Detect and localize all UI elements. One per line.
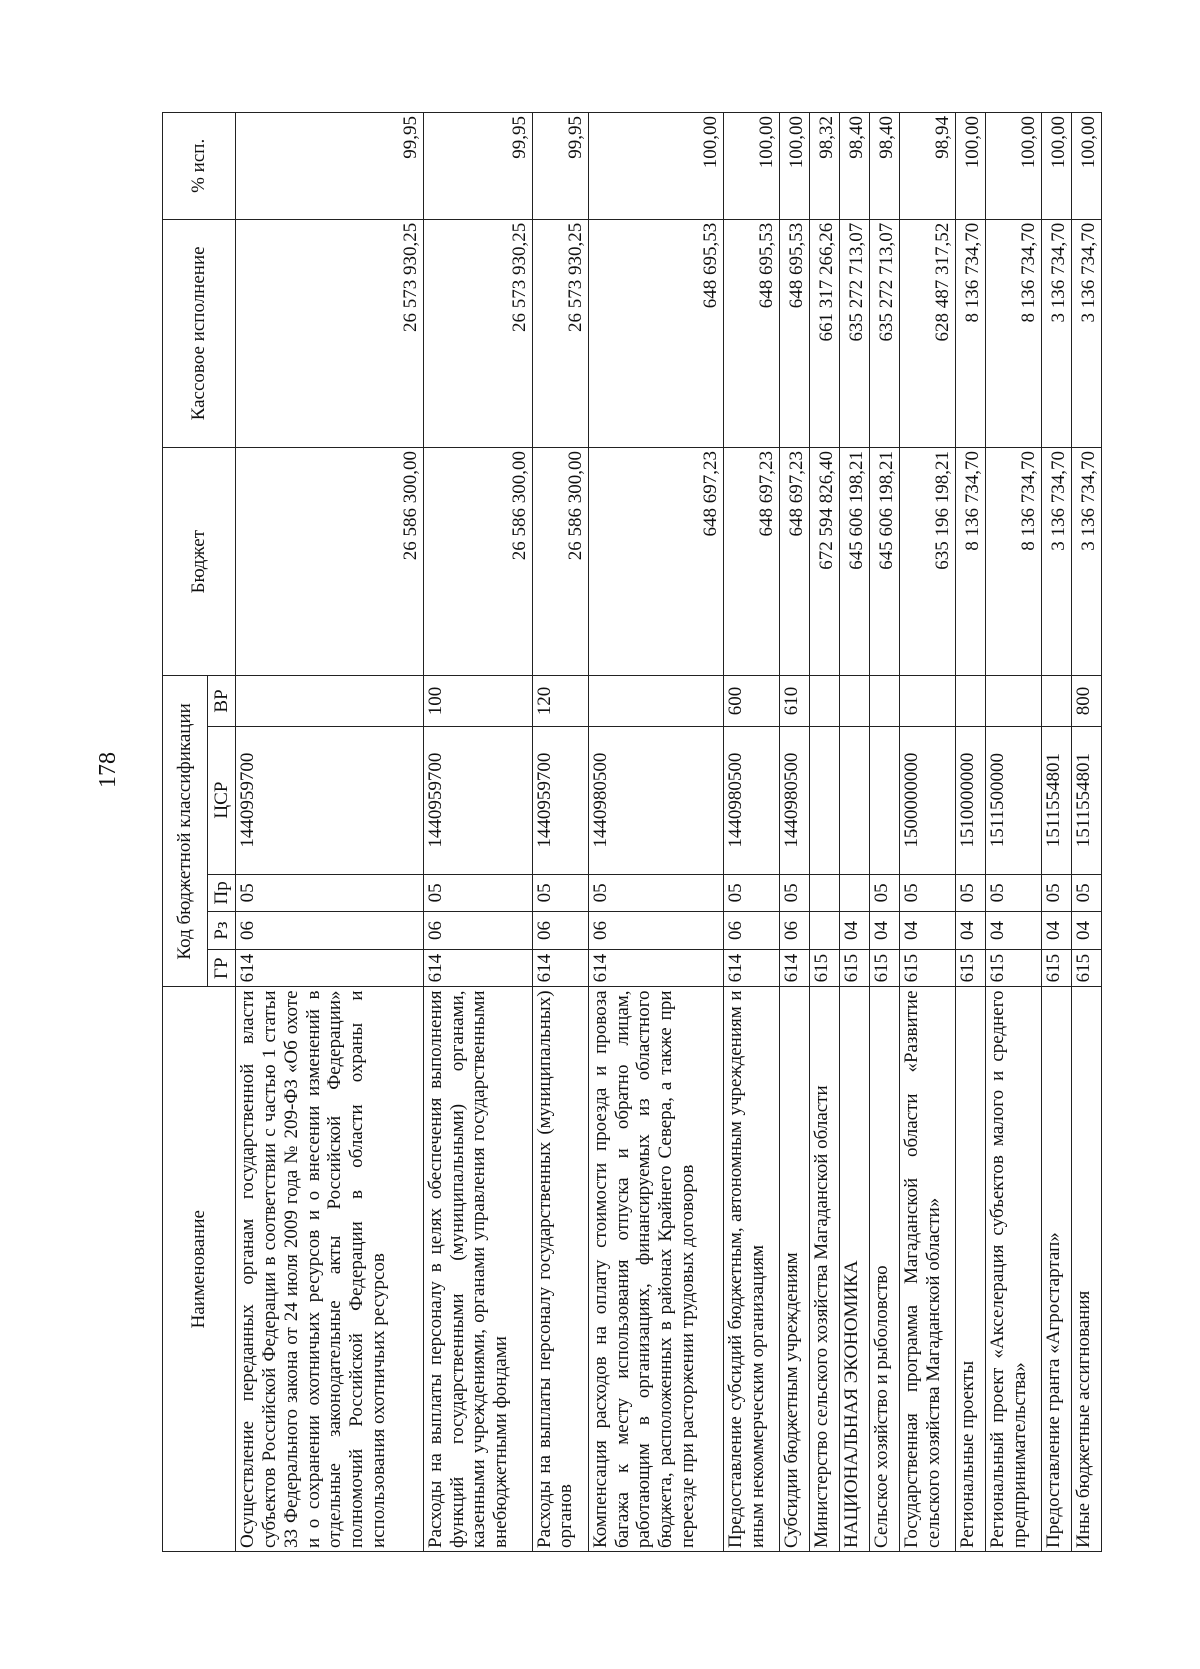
cell-gr: 615 xyxy=(985,949,1041,987)
cell-name: Министерство сельского хозяйства Магаданской области xyxy=(810,987,840,1552)
cell-name: Расходы на выплаты персоналу в целях обеспечения выполнения функций государственными (муниципальными) органами, казенными учреждениями, органами управления государственными внебюджетными фондами xyxy=(423,987,532,1552)
cell-cash: 648 695,53 xyxy=(588,219,723,447)
cell-pct: 100,00 xyxy=(985,113,1041,220)
table-row xyxy=(810,113,840,1552)
cell-gr: 615 xyxy=(839,949,869,987)
cell-vr: 800 xyxy=(1072,676,1102,726)
cell-pct: 99,95 xyxy=(423,113,532,220)
cell-pct: 100,00 xyxy=(955,113,985,220)
header-pr: Пр xyxy=(208,874,236,912)
cell-csr: 1511554801 xyxy=(1072,726,1102,874)
cell-cash: 635 272 713,07 xyxy=(869,219,899,447)
cell-gr: 615 xyxy=(869,949,899,987)
cell-cash: 26 573 930,25 xyxy=(532,219,588,447)
cell-pr: 05 xyxy=(723,874,779,912)
cell-csr: 1440959700 xyxy=(423,726,532,874)
cell-vr: 600 xyxy=(723,676,779,726)
cell-cash: 3 136 734,70 xyxy=(1072,219,1102,447)
cell-budget: 8 136 734,70 xyxy=(955,448,985,676)
cell-cash: 26 573 930,25 xyxy=(423,219,532,447)
cell-pr: 05 xyxy=(423,874,532,912)
cell-vr xyxy=(588,676,723,726)
cell-cash: 661 317 266,26 xyxy=(810,219,840,447)
cell-name: Региональный проект «Акселерация субъектов малого и среднего предпринимательства» xyxy=(985,987,1041,1552)
cell-name: Расходы на выплаты персоналу государственных (муниципальных) органов xyxy=(532,987,588,1552)
cell-pct: 99,95 xyxy=(532,113,588,220)
cell-pct: 98,40 xyxy=(869,113,899,220)
header-cash: Кассовое исполнение xyxy=(163,219,236,447)
cell-csr: 1440959700 xyxy=(236,726,424,874)
cell-pr xyxy=(839,874,869,912)
cell-rz: 04 xyxy=(1072,912,1102,950)
cell-rz xyxy=(810,912,840,950)
cell-csr: 1440959700 xyxy=(532,726,588,874)
cell-pr: 05 xyxy=(1072,874,1102,912)
cell-budget: 645 606 198,21 xyxy=(869,448,899,676)
cell-cash: 8 136 734,70 xyxy=(985,219,1041,447)
cell-vr xyxy=(899,676,955,726)
cell-pct: 100,00 xyxy=(723,113,779,220)
cell-csr: 1510000000 xyxy=(955,726,985,874)
header-budget: Бюджет xyxy=(163,448,236,676)
cell-gr: 614 xyxy=(588,949,723,987)
cell-csr: 1440980500 xyxy=(723,726,779,874)
header-name: Наименование xyxy=(163,987,236,1552)
cell-rz: 06 xyxy=(780,912,810,950)
cell-csr: 1440980500 xyxy=(780,726,810,874)
cell-pr: 05 xyxy=(985,874,1041,912)
cell-pct: 100,00 xyxy=(1042,113,1072,220)
cell-cash: 648 695,53 xyxy=(780,219,810,447)
cell-pct: 100,00 xyxy=(588,113,723,220)
cell-budget: 635 196 198,21 xyxy=(899,448,955,676)
cell-budget: 3 136 734,70 xyxy=(1042,448,1072,676)
cell-budget: 648 697,23 xyxy=(588,448,723,676)
cell-name: Сельское хозяйство и рыболовство xyxy=(869,987,899,1552)
cell-vr xyxy=(810,676,840,726)
header-pct: % исп. xyxy=(163,113,236,220)
cell-vr xyxy=(985,676,1041,726)
cell-budget: 672 594 826,40 xyxy=(810,448,840,676)
cell-cash: 3 136 734,70 xyxy=(1042,219,1072,447)
cell-vr xyxy=(955,676,985,726)
cell-vr: 610 xyxy=(780,676,810,726)
table-row xyxy=(839,113,869,1552)
table-row xyxy=(869,113,899,1552)
table-body xyxy=(236,113,1102,1552)
cell-gr: 614 xyxy=(236,949,424,987)
cell-csr xyxy=(839,726,869,874)
cell-name: Компенсация расходов на оплату стоимости проезда и провоза багажа к месту использования отпуска и обратно лицам, работающим в организациях, финансируемых из областного бюджета, расположенных в районах Крайнего Севера, а также при переезде при расторжении трудовых договоров xyxy=(588,987,723,1552)
table-row xyxy=(1042,113,1072,1552)
cell-pr: 05 xyxy=(1042,874,1072,912)
cell-rz: 06 xyxy=(723,912,779,950)
cell-gr: 614 xyxy=(780,949,810,987)
cell-rz: 04 xyxy=(1042,912,1072,950)
cell-pr: 05 xyxy=(780,874,810,912)
cell-name: Региональные проекты xyxy=(955,987,985,1552)
cell-vr: 120 xyxy=(532,676,588,726)
rotated-table-wrapper xyxy=(162,112,1102,1552)
table-row xyxy=(532,113,588,1552)
cell-pr: 05 xyxy=(955,874,985,912)
cell-name: Государственная программа Магаданской области «Развитие сельского хозяйства Магаданской области» xyxy=(899,987,955,1552)
cell-budget: 26 586 300,00 xyxy=(532,448,588,676)
cell-name: Предоставление субсидий бюджетным, автономным учреждениям и иным некоммерческим организациям xyxy=(723,987,779,1552)
cell-rz: 04 xyxy=(869,912,899,950)
header-rz: Рз xyxy=(208,912,236,950)
cell-csr: 1511500000 xyxy=(985,726,1041,874)
cell-budget: 8 136 734,70 xyxy=(985,448,1041,676)
cell-budget: 3 136 734,70 xyxy=(1072,448,1102,676)
cell-budget: 648 697,23 xyxy=(780,448,810,676)
cell-budget: 26 586 300,00 xyxy=(236,448,424,676)
table-row xyxy=(899,113,955,1552)
cell-cash: 8 136 734,70 xyxy=(955,219,985,447)
table-row xyxy=(723,113,779,1552)
cell-name: Осуществление переданных органам государственной власти субъектов Российской Федерации в соответствии с частью 1 статьи 33 Федерального закона от 24 июля 2009 года № 209-ФЗ «Об охоте и о сохранении охотничьих ресурсов и о внесении изменений в отдельные законодательные акты Российской Федерации» полномочий Российской Федерации в области охраны и использования охотничьих ресурсов xyxy=(236,987,424,1552)
cell-pct: 98,94 xyxy=(899,113,955,220)
cell-rz: 06 xyxy=(423,912,532,950)
cell-name: Иные бюджетные ассигнования xyxy=(1072,987,1102,1552)
cell-pct: 98,40 xyxy=(839,113,869,220)
cell-pr: 05 xyxy=(588,874,723,912)
cell-pct: 99,95 xyxy=(236,113,424,220)
cell-csr xyxy=(869,726,899,874)
cell-vr xyxy=(839,676,869,726)
page-number: 178 xyxy=(95,752,121,788)
cell-gr: 615 xyxy=(1072,949,1102,987)
cell-pr: 05 xyxy=(532,874,588,912)
cell-gr: 614 xyxy=(423,949,532,987)
cell-name: Предоставление гранта «Агростартап» xyxy=(1042,987,1072,1552)
cell-budget: 26 586 300,00 xyxy=(423,448,532,676)
budget-table xyxy=(162,112,1102,1552)
cell-rz: 04 xyxy=(899,912,955,950)
cell-gr: 614 xyxy=(723,949,779,987)
cell-rz: 06 xyxy=(236,912,424,950)
cell-rz: 04 xyxy=(839,912,869,950)
cell-pct: 100,00 xyxy=(780,113,810,220)
cell-vr: 100 xyxy=(423,676,532,726)
cell-name: НАЦИОНАЛЬНАЯ ЭКОНОМИКА xyxy=(839,987,869,1552)
cell-cash: 628 487 317,52 xyxy=(899,219,955,447)
table-row xyxy=(588,113,723,1552)
cell-rz: 06 xyxy=(532,912,588,950)
cell-budget: 645 606 198,21 xyxy=(839,448,869,676)
cell-gr: 615 xyxy=(1042,949,1072,987)
cell-gr: 615 xyxy=(955,949,985,987)
table-row xyxy=(955,113,985,1552)
header-vr: ВР xyxy=(208,676,236,726)
cell-csr xyxy=(810,726,840,874)
table-row xyxy=(985,113,1041,1552)
header-gr: ГР xyxy=(208,949,236,987)
cell-gr: 614 xyxy=(532,949,588,987)
cell-pr: 05 xyxy=(869,874,899,912)
cell-gr: 615 xyxy=(810,949,840,987)
cell-cash: 26 573 930,25 xyxy=(236,219,424,447)
cell-rz: 04 xyxy=(955,912,985,950)
cell-cash: 635 272 713,07 xyxy=(839,219,869,447)
table-header xyxy=(163,113,236,1552)
cell-pr: 05 xyxy=(236,874,424,912)
cell-pct: 100,00 xyxy=(1072,113,1102,220)
cell-cash: 648 695,53 xyxy=(723,219,779,447)
cell-csr: 1440980500 xyxy=(588,726,723,874)
cell-vr xyxy=(1042,676,1072,726)
cell-pr xyxy=(810,874,840,912)
table-row xyxy=(1072,113,1102,1552)
cell-name: Субсидии бюджетным учреждениям xyxy=(780,987,810,1552)
cell-csr: 1500000000 xyxy=(899,726,955,874)
table-row xyxy=(236,113,424,1552)
cell-pct: 98,32 xyxy=(810,113,840,220)
cell-rz: 06 xyxy=(588,912,723,950)
cell-gr: 615 xyxy=(899,949,955,987)
cell-vr xyxy=(236,676,424,726)
table-row xyxy=(423,113,532,1552)
cell-rz: 04 xyxy=(985,912,1041,950)
cell-budget: 648 697,23 xyxy=(723,448,779,676)
header-code-group: Код бюджетной классификации xyxy=(163,676,208,987)
cell-vr xyxy=(869,676,899,726)
header-csr: ЦСР xyxy=(208,726,236,874)
cell-csr: 1511554801 xyxy=(1042,726,1072,874)
table-row xyxy=(780,113,810,1552)
cell-pr: 05 xyxy=(899,874,955,912)
